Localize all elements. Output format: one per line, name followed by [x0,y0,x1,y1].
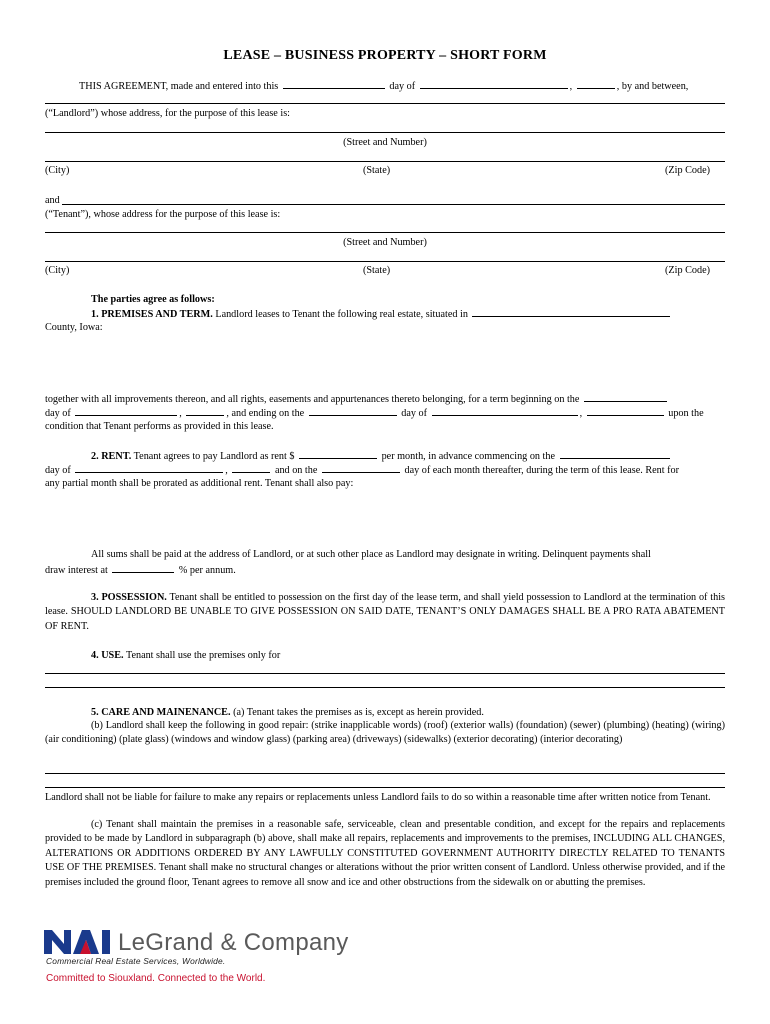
term-end-month-field[interactable] [432,406,578,416]
term-begin-month-field[interactable] [75,406,177,416]
brand-name: LeGrand & Company [118,929,349,956]
rent-line-2: day of , and on the day of each month thereafter, during the term of this lease. Rent for [45,465,680,476]
per-annum-label: % per annum. [178,565,236,576]
rent-text: Tenant agrees to pay Landlord as rent $ [133,451,295,462]
tenant-street-field[interactable] [45,232,725,233]
document-title: LEASE – BUSINESS PROPERTY – SHORT FORM [223,48,547,63]
rent-start-month-field[interactable] [75,463,223,473]
term-end-day-of-label: day of [401,408,428,419]
rent-start-year-field[interactable] [232,463,270,473]
section-3-paragraph [45,591,725,634]
section-5-heading: 5. CARE AND MAINENANCE. [91,707,231,718]
agreement-lead: THIS AGREEMENT, made and entered into this [79,81,279,92]
agreement-by-between: , by and between, [616,81,689,92]
nai-logo-mark [44,926,116,956]
agreement-date-field[interactable] [283,79,385,89]
section-1-text: Landlord leases to Tenant the following real estate, situated in [215,309,468,320]
tenant-city-label: (City) [45,265,70,276]
term-end-year-field[interactable] [587,406,664,416]
term-end-day-field[interactable] [309,406,397,416]
section-2-line [91,449,672,463]
term-together-text: together with all improvements thereon, and all rights, easements and appurtenances thereto belonging, for a term beginning on the [45,394,580,405]
county-iowa-label: County, Iowa: [45,322,103,333]
parties-agree-heading: The parties agree as follows: [91,294,215,305]
landlord-street-field[interactable] [45,132,725,133]
rent-due-day-field[interactable] [322,463,400,473]
sums-text: All sums shall be paid at the address of Landlord, or at such other place as Landlord may designate in writing. Delinquent payments shall [91,549,651,560]
agreement-day-of: day of [389,81,416,92]
term-day-of-label: day of [45,408,71,419]
committed-slogan: Committed to Siouxland. Connected to the World. [46,973,266,984]
repair-field-2[interactable] [45,787,725,788]
section-1-line [91,307,672,321]
section-4-line [91,649,280,662]
repair-field-1[interactable] [45,773,725,774]
brand-tagline: Commercial Real Estate Services, Worldwide. [46,956,226,966]
section-5-b-text: (b) Landlord shall keep the following in good repair: (strike inapplicable words) (roof) (exterior walls) (foundation) (sewer) (plumbing) (heating) (wiring) (air conditioning) (plate glass) (windows and window glass) (parking area) (driveways) (sidewalks) (exterior decorating) (interior decorating) [45,720,725,746]
nai-logo-text: NAI [44,926,46,927]
tenant-zip-label: (Zip Code) [665,265,710,276]
term-condition-text: condition that Tenant performs as provided in this lease. [45,421,274,432]
tenant-address-label: (“Tenant”), whose address for the purpose of this lease is: [45,209,281,220]
use-field-2[interactable] [45,687,725,688]
section-3-heading: 3. POSSESSION. [91,592,167,603]
rent-partial-text: any partial month shall be prorated as additional rent. Tenant shall also pay: [45,478,354,489]
rent-amount-field[interactable] [299,449,377,459]
section-5-line-a [91,706,484,719]
landlord-city-label: (City) [45,165,70,176]
landlord-address-label: (“Landlord”) whose address, for the purpose of this lease is: [45,108,290,119]
and-label: and [45,195,60,206]
rent-day-each-text: day of each month thereafter, during the term of this lease. Rent for [404,465,680,476]
rent-and-on-label: and on the [274,465,318,476]
landlord-zip-label: (Zip Code) [665,165,710,176]
section-5-c-text: (c) Tenant shall maintain the premises in a reasonable safe, serviceable, clean and presentable condition, and except for the repairs and replacements provided to be made by Landlord in subparagraph (b) above, shall make all repairs, replacements and improvements to the premises, INCLUDING ALL CHANGES, ALTERATIONS OR ADDITIONS ORDERED BY ANY LAWFULLY CONSTITUTED GOVERNMENT AUTHORITY DIRECTLY RELATED TO TENANTS USE OF THE PREMISES. Tenant shall make no structural changes or alterations without the prior written consent of Landlord. Unless otherwise provided, and if the premises included the ground floor, Tenant agrees to remove all snow and ice and other obstructions from the sidewalk on or abutting the premises. [45,819,725,888]
section-1-heading: 1. PREMISES AND TERM. [91,309,213,320]
rent-start-day-field[interactable] [560,449,670,459]
landlord-street-label: (Street and Number) [343,137,427,148]
rent-day-of-label: day of [45,465,71,476]
rent-per-month-label: per month, in advance commencing on the [381,451,555,462]
section-4-text: Tenant shall use the premises only for [125,650,281,661]
not-liable-text: Landlord shall not be liable for failure to make any repairs or replacements unless Landlord fails to do so within a reasonable time after written notice from Tenant. [45,792,711,803]
term-begin-year-field[interactable] [186,406,224,416]
interest-rate-field[interactable] [112,563,174,573]
use-field-1[interactable] [45,673,725,674]
landlord-name-field[interactable] [45,103,725,104]
nai-logo [44,926,116,959]
term-line-1 [45,392,669,406]
interest-line [45,563,236,577]
term-and-ending-label: , and ending on the [226,408,305,419]
tenant-street-label: (Street and Number) [343,237,427,248]
tenant-state-label: (State) [363,265,391,276]
landlord-city-state-zip-field[interactable] [45,161,725,162]
section-4-heading: 4. USE. [91,650,124,661]
tenant-city-state-zip-field[interactable] [45,261,725,262]
landlord-state-label: (State) [363,165,391,176]
section-5-a-text: (a) Tenant takes the premises as is, except as herein provided. [233,707,484,718]
agreement-year-field[interactable] [577,79,615,89]
term-begin-day-field[interactable] [584,392,667,402]
section-3-text: Tenant shall be entitled to possession on the first day of the lease term, and shall yield possession to Landlord at the termination of this lease. SHOULD LANDLORD BE UNABLE TO GIVE POSSESSION ON SAID DATE, TENANT’S ONLY DAMAGES SHALL BE A PRO RATA ABATEMENT OF RENT. [45,592,725,632]
agreement-line: THIS AGREEMENT, made and entered into this day of , , by and between, [79,81,689,92]
section-2-heading: 2. RENT. [91,451,132,462]
interest-label: draw interest at [45,565,108,576]
premises-county-field[interactable] [472,307,670,317]
term-upon-label: upon the [668,408,704,419]
tenant-name-field[interactable] [62,204,725,205]
term-line-2: day of , , and ending on the day of , upon the [45,408,704,419]
agreement-month-field[interactable] [420,79,568,89]
